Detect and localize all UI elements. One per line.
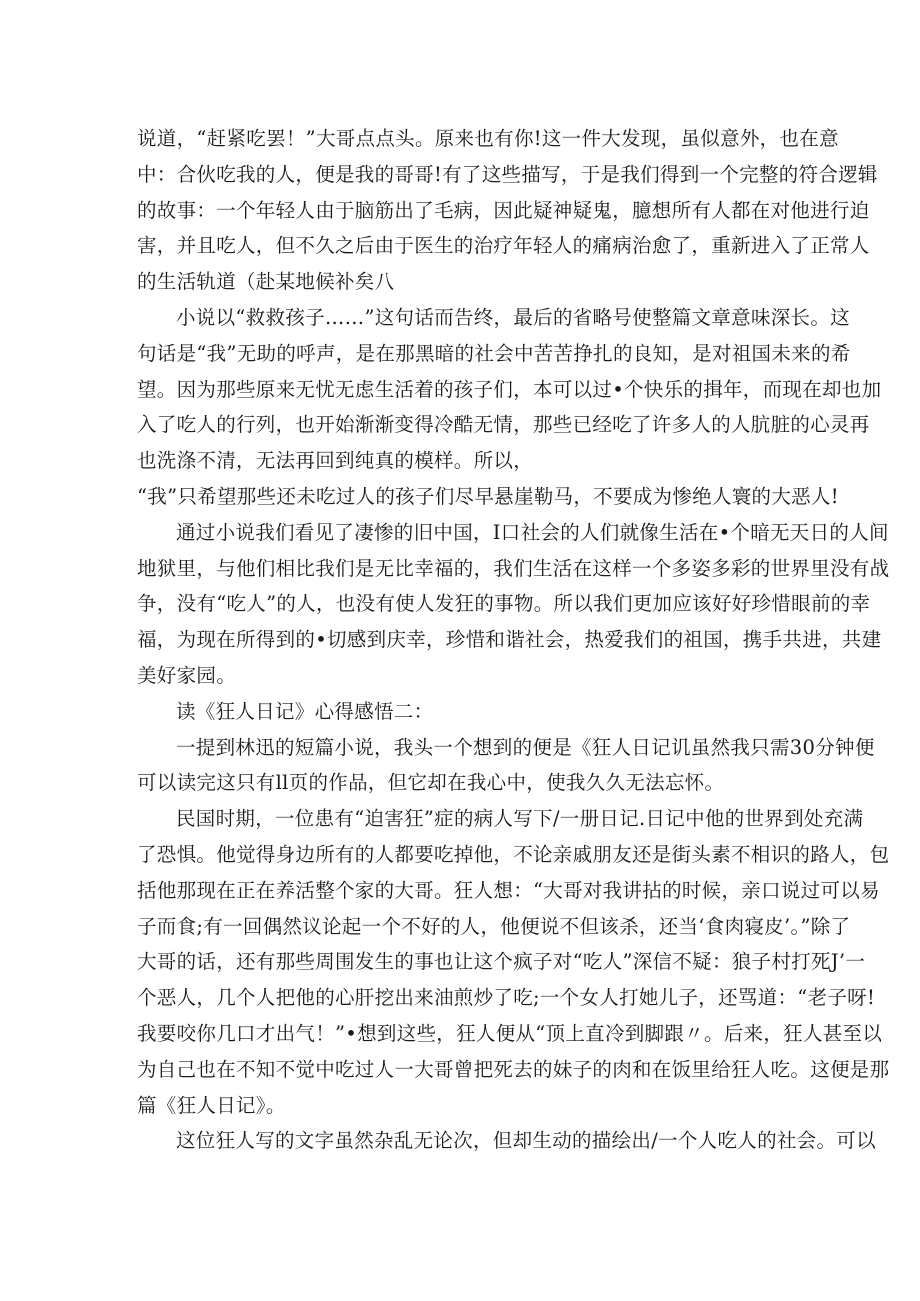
paragraph-start-line: 民国时期，一位患有“迫害狂”症的病人写下/一册日记.日记中他的世界到处充满 xyxy=(176,807,864,831)
text-line: 中：合伙吃我的人，便是我的哥哥!有了这些描写，于是我们得到一个完整的符合逻辑 xyxy=(137,162,878,186)
text-line: 入了吃人的行列，也开始渐渐变得冷酷无情，那些已经吃了许多人的人肮脏的心灵再 xyxy=(137,413,870,437)
paragraph-start-line: 通过小说我们看见了凄惨的旧中国，I口社会的人们就像生活在•个暗无天日的人间 xyxy=(176,520,889,544)
text-line: 括他那现在正在养活整个家的大哥。狂人想：“大哥对我讲拈的时候，亲口说过可以易 xyxy=(137,878,880,902)
text-line: 大哥的话，还有那些周围发生的事也让这个疯子对“吃人”深信不疑：狼子村打死J’一 xyxy=(137,950,866,974)
paragraph-start-line: 这位狂人写的文字虽然杂乱无论次，但却生动的描绘出/一个人吃人的社会。可以 xyxy=(176,1129,876,1153)
text-line: 个恶人，几个人把他的心肝挖出来油煎炒了吃;一个女人打她儿子，还骂道：“老子呀! xyxy=(137,986,876,1010)
section-heading: 读《狂人日记》心得感悟二： xyxy=(176,699,434,723)
text-line: 子而食;有一回偶然议论起一个不好的人，他便说不但该杀，还当‘食肉寝皮’。”除了 xyxy=(137,914,851,938)
text-line: 也洗涤不清，无法再回到纯真的模样。所以， xyxy=(137,449,534,473)
text-line: 美好家园。 xyxy=(137,663,237,687)
text-line: 句话是“我”无助的呼声，是在那黑暗的社会中苦苦挣扎的良知，是对祖国未来的希 xyxy=(137,341,851,365)
text-line: 篇《狂人日记》。 xyxy=(137,1093,286,1117)
paragraph-start-line: 一提到林迅的短篇小说，我头一个想到的便是《狂人日记讥虽然我只需30分钟便 xyxy=(176,735,875,759)
text-line: 福，为现在所得到的•切感到庆幸，珍惜和谐社会，热爱我们的祖国，携手共进，共建 xyxy=(137,628,882,652)
text-line: 害，并且吃人，但不久之后由于医生的治疗年轻人的痛病治愈了，重新进入了正常人 xyxy=(137,234,870,258)
text-line: 的生活轨道（赴某地候补矣八 xyxy=(137,270,395,294)
text-line: 为自己也在不知不觉中吃过人一大哥曾把死去的妹子的肉和在饭里给狂人吃。这便是那 xyxy=(137,1057,890,1081)
text-line: 争，没有“吃人”的人，也没有使人发狂的事物。所以我们更加应该好好珍惜眼前的幸 xyxy=(137,592,871,616)
text-line: 我要咬你几口才出气！”•想到这些，狂人便从“顶上直冷到脚跟〃。后来，狂人甚至以 xyxy=(137,1021,883,1045)
paragraph-start-line: 小说以“救救孩子……”这句话而告终，最后的省略号使整篇文章意味深长。这 xyxy=(176,305,850,329)
text-line: 说道，“赶紧吃罢！”大哥点点头。原来也有你!这一件大发现，虽似意外，也在意 xyxy=(137,127,839,150)
text-line: 的故事：一个年轻人由于脑筋出了毛病，因此疑神疑鬼，臆想所有人都在对他进行迫 xyxy=(137,198,870,222)
text-line: 望。因为那些原来无忧无虑生活着的孩子们，本可以过•个快乐的揖年，而现在却也加 xyxy=(137,377,882,401)
document-body xyxy=(137,121,890,1159)
text-line: 地狱里，与他们相比我们是无比幸福的，我们生活在这样一个多姿多彩的世界里没有战 xyxy=(137,556,890,580)
text-line: “我”只希望那些还未吃过人的孩子们尽早悬崖勒马，不要成为惨绝人寰的大恶人! xyxy=(137,484,839,508)
text-line: 可以读完这只有ll页的作品，但它却在我心中，使我久久无法忘怀。 xyxy=(137,771,725,795)
text-line: 了恐惧。他觉得身边所有的人都要吃掉他，不论亲戚朋友还是街头素不相识的路人，包 xyxy=(137,842,890,866)
